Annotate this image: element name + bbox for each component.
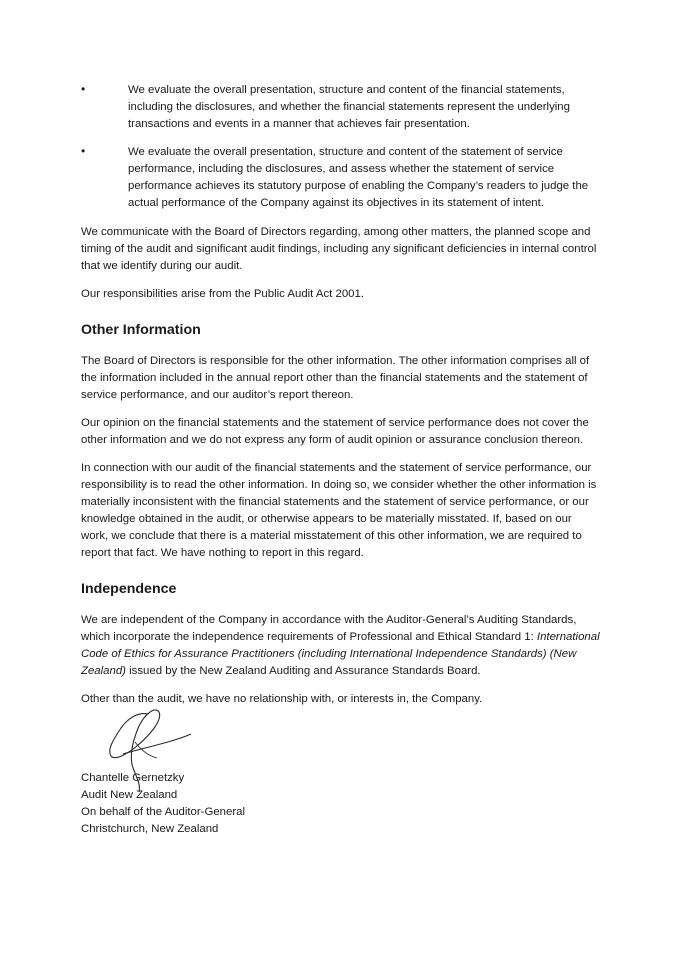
signature-area bbox=[81, 714, 601, 770]
independence-text-start: We are independent of the Company in accordance with the Auditor-General’s Auditing Standards, which incorporate the independence requirements of Professional and Ethical Standard 1: bbox=[81, 614, 577, 643]
signatory-name: Chantelle Gernetzky bbox=[81, 772, 185, 784]
independence-text-end: issued by the New Zealand Auditing and Assurance Standards Board. bbox=[125, 665, 481, 677]
independence-code-title: International Code of Ethics for Assurance Practitioners (including International Independence Standards) (New Zealand) bbox=[81, 631, 600, 677]
signatory-behalf: On behalf of the Auditor-General bbox=[81, 806, 246, 818]
paragraph-other-info-1: The Board of Directors is responsible for the other information. The other information comprises all of the information included in the annual report other than the financial statements and the statement of service performance, and our auditor’s report thereon. bbox=[81, 355, 590, 401]
paragraph-other-info-2: Our opinion on the financial statements and the statement of service performance does not cover the other information and we do not express any form of audit opinion or assurance conclusion thereon. bbox=[81, 417, 589, 446]
bullet-dot: • bbox=[81, 144, 86, 158]
paragraph-independence-2: Other than the audit, we have no relationship with, or interests in, the Company. bbox=[81, 693, 483, 705]
heading-other-information: Other Information bbox=[81, 322, 201, 338]
signatory-org: Audit New Zealand bbox=[81, 789, 178, 801]
bullet-item bbox=[81, 82, 601, 133]
document-page bbox=[81, 82, 601, 838]
heading-independence: Independence bbox=[81, 581, 177, 597]
paragraph-communicate: We communicate with the Board of Directors regarding, among other matters, the planned scope and timing of the audit and significant audit findings, including any significant deficiencies in internal control that we identify during our audit. bbox=[81, 226, 597, 272]
bullet-text: We evaluate the overall presentation, structure and content of the statement of service performance, including the disclosures, and assess whether the statement of service performance achieves its statutory purpose of enabling the Company’s readers to judge the actual performance of the Company against its objectives in its statement of intent. bbox=[128, 146, 589, 209]
paragraph-independence-1 bbox=[81, 612, 601, 680]
bullet-item bbox=[81, 144, 601, 212]
paragraph-other-info-3: In connection with our audit of the financial statements and the statement of service performance, our responsibility is to read the other information. In doing so, we consider whether the other information is materially inconsistent with the financial statements and the statement of service performance, or our knowledge obtained in the audit, or otherwise appears to be materially misstated. If, based on our work, we conclude that there is a material misstatement of this other information, we are required to report that fact. We have nothing to report in this regard. bbox=[81, 462, 597, 559]
bullet-text: We evaluate the overall presentation, structure and content of the financial statements, including the disclosures, and whether the financial statements represent the underlying transactions and events in a manner that achieves fair presentation. bbox=[128, 84, 570, 130]
handwritten-signature bbox=[93, 706, 203, 796]
signatory-location: Christchurch, New Zealand bbox=[81, 823, 219, 835]
bullet-dot: • bbox=[81, 82, 86, 96]
paragraph-responsibilities: Our responsibilities arise from the Public Audit Act 2001. bbox=[81, 288, 365, 300]
